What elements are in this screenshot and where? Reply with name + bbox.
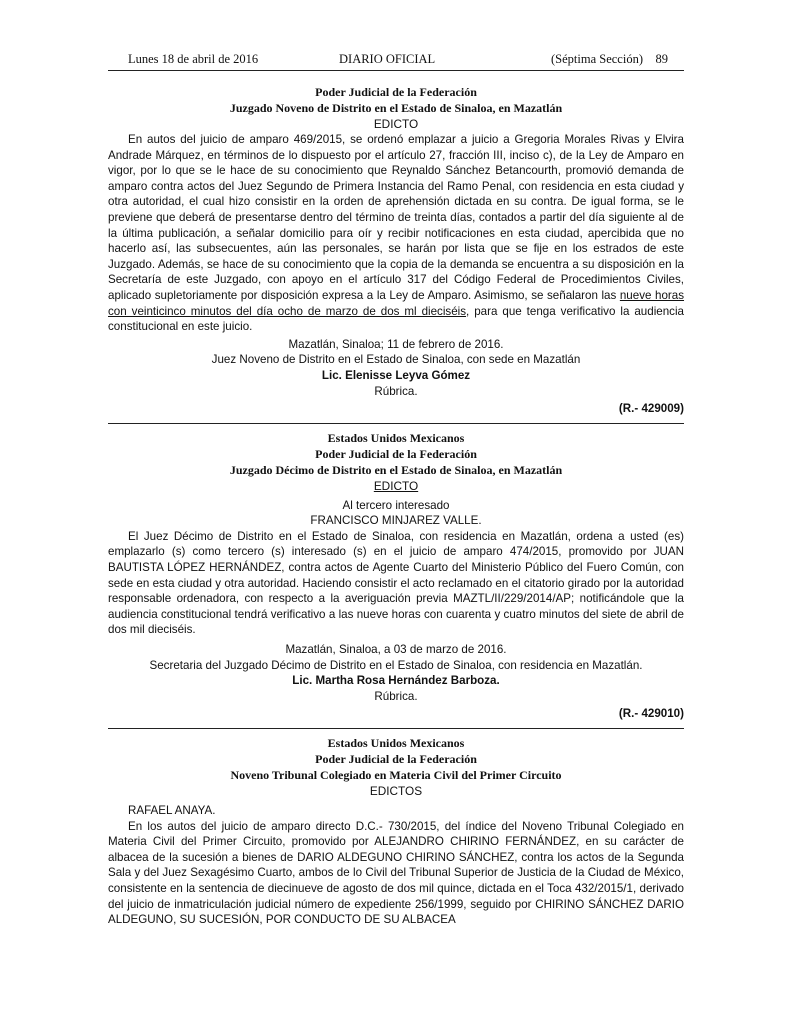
header-rule xyxy=(108,70,684,71)
notice-signature: Rúbrica. xyxy=(374,689,418,703)
notice-place-date: Mazatlán, Sinaloa; 11 de febrero de 2016. xyxy=(288,337,504,351)
notice-ref: (R.- 429009) xyxy=(618,402,684,416)
notice-doc-type: EDICTO xyxy=(373,478,419,493)
notice-place-date: Mazatlán, Sinaloa, a 03 de marzo de 2016. xyxy=(285,643,507,657)
notice-org: Poder Judicial de la Federación xyxy=(315,446,477,461)
notice-body-text: En autos del juicio de amparo 469/2015, se ordenó emplazar a juicio a Gregoria Morales Rivas y Elvira Andrade Márquez, en términos de lo dispuesto por el artículo 27, fracción III, inciso c), de la Ley de Amparo en vigor, por lo que se le hace de su conocimiento que Reynaldo Sánchez Betancourth, promovió demanda de amparo contra actos del Juez Segundo de Primera Instancia del Ramo Penal, con residencia en esta ciudad y otra autoridad, el cual hizo consistir en la orden de aprehensión dictada en su contra. De igual forma, se le previene que deberá de presentarse dentro del término de treinta días, contados a partir del día siguiente al de la última publicación, a señalar domicilio para oír y recibir notificaciones en esta ciudad, apercibida que no hacerlo así, las subsecuentes, aún las personales, se harán por lista que se fije en los estrados de este Juzgado. Además, se hace de su conocimiento que la copia de la demanda se encuentra a su disposición en la Secretaría de este Juzgado, con apoyo en el artículo 317 del Código Federal de Procedimientos Civiles, aplicado supletoriamente por disposición expresa a la Ley de Amparo. Asimismo, se señalaron las xyxy=(108,133,684,302)
header-publication: DIARIO OFICIAL xyxy=(339,52,436,66)
notice-body: En los autos del juicio de amparo directo D.C.- 730/2015, del índice del Noveno Tribunal Colegiado en Materia Civil del Primer Circuito, promovido por ALEJANDRO CHIRINO FERNÁNDEZ, en su carácter de albacea de la sucesión a bienes de DARIO ALDEGUNO CHIRINO SÁNCHEZ, contra los actos de la Segunda Sala y del Juez Sexagésimo Cuarto, ambos de lo Civil del Tribunal Superior de Justicia de la Ciudad de México, consistente en la sentencia de diecinueve de agosto de dos mil quince, dictada en el Toca 432/2015/1, derivado del juicio de inmatriculación judicial número de expediente 256/1999, seguido por CHIRINO SÁNCHEZ DARIO ALDEGUNO, SU SUCESIÓN, POR CONDUCTO DE SU ALBACEA xyxy=(108,819,684,927)
notice-org: Poder Judicial de la Federación xyxy=(315,752,477,766)
notice-addressee-name: FRANCISCO MINJAREZ VALLE. xyxy=(310,514,482,528)
notice-addressee: RAFAEL ANAYA. xyxy=(128,804,216,817)
header-page-number: 89 xyxy=(655,52,668,66)
notice-2 xyxy=(108,430,684,722)
notice-body-text-end: , para que tenga verificativo la audiencia constitucional en este juicio. xyxy=(108,304,684,334)
notice-1 xyxy=(108,84,684,417)
notice-signer-title: Juez Noveno de Distrito en el Estado de Sinaloa, con sede en Mazatlán xyxy=(211,353,581,367)
notice-doc-type: EDICTOS xyxy=(369,784,423,798)
notice-addressee-label: Al tercero interesado xyxy=(342,498,450,512)
notice-signer-title: Secretaria del Juzgado Décimo de Distrito en el Estado de Sinaloa, con residencia en Mazatlán. xyxy=(149,658,643,672)
notice-signature: Rúbrica. xyxy=(374,384,418,398)
page-header xyxy=(128,52,668,68)
notice-separator xyxy=(108,423,684,424)
page-content xyxy=(108,84,684,928)
notice-org: Estados Unidos Mexicanos xyxy=(327,430,465,445)
notice-body: El Juez Décimo de Distrito en el Estado de Sinaloa, con residencia en Mazatlán, ordena a usted (es) emplazarlo (s) como tercero (s) interesado (s) en el juicio de amparo 474/2015, promovido por JUAN BAUTISTA LÓPEZ HERNÁNDEZ, contra actos de Agente Cuarto del Ministerio Público del Fuero Común, con sede en esta ciudad y otra autoridad. Haciendo consistir el acto reclamado en el citatorio girado por la autoridad responsable ordenadora, con respecto a la averiguación previa MAZTL/II/229/2014/AP; notificándole que la audiencia constitucional tendrá verificativo a las nueve horas con cuarenta y cuatro minutos del siete de abril de dos mil dieciséis. xyxy=(108,529,684,637)
header-section: (Séptima Sección) xyxy=(551,52,643,66)
notice-separator xyxy=(108,728,684,729)
notice-body-underlined: nueve horas con veinticinco minutos del día ocho de marzo de dos ml dieciséis xyxy=(108,288,685,318)
notice-signer-name: Lic. Elenisse Leyva Gómez xyxy=(321,368,471,382)
header-section-page xyxy=(551,52,668,67)
notice-org: Poder Judicial de la Federación xyxy=(315,85,477,99)
notice-org: Juzgado Décimo de Distrito en el Estado de Sinaloa, en Mazatlán xyxy=(229,462,563,477)
notice-doc-type: EDICTO xyxy=(373,117,419,131)
header-date: Lunes 18 de abril de 2016 xyxy=(128,52,259,66)
notice-org: Noveno Tribunal Colegiado en Materia Civil del Primer Circuito xyxy=(230,768,562,782)
notice-org: Estados Unidos Mexicanos xyxy=(327,736,465,750)
notice-body xyxy=(108,132,684,335)
notice-3 xyxy=(108,735,684,928)
notice-ref: (R.- 429010) xyxy=(618,707,684,721)
notice-org: Juzgado Noveno de Distrito en el Estado de Sinaloa, en Mazatlán xyxy=(229,101,563,115)
notice-signer-name: Lic. Martha Rosa Hernández Barboza. xyxy=(292,674,500,688)
